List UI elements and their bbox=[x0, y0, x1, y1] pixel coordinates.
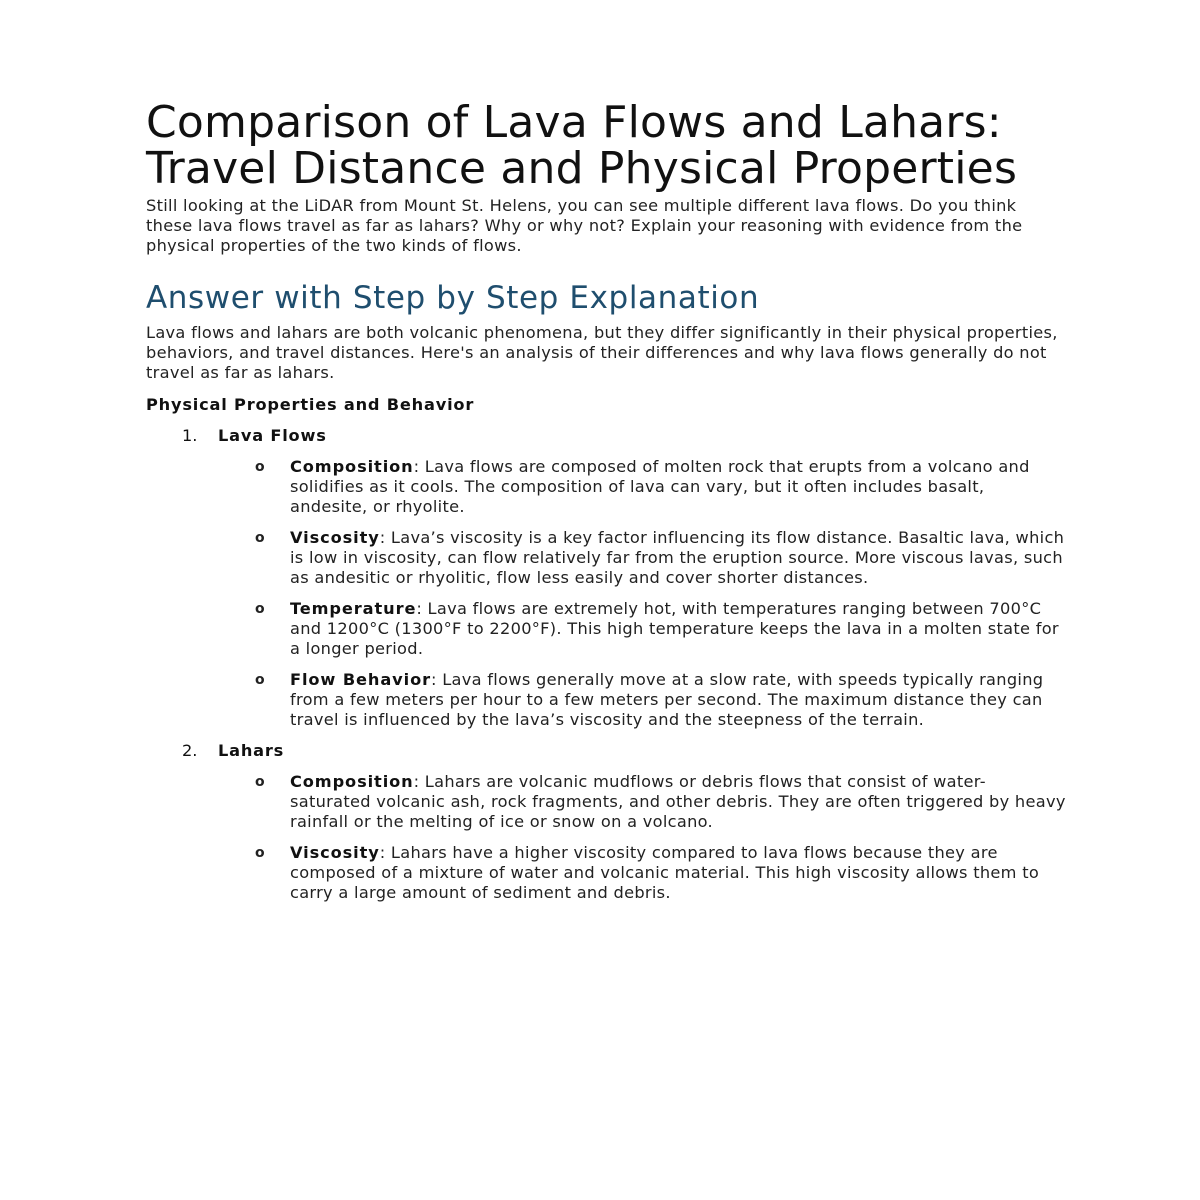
item-term: Composition bbox=[290, 772, 414, 791]
question-paragraph: Still looking at the LiDAR from Mount St. Helens, you can see multiple different lava flows. Do you think these lava flows travel as far as lahars? Why or why not? Explain your reasoning with evidence from the physical properties of the two kinds of flows. bbox=[146, 196, 1023, 255]
intro-paragraph: Lava flows and lahars are both volcanic phenomena, but they differ significantly in their physical properties, behaviors, and travel distances. Here's an analysis of their differences and why lava flows generally do not travel as far as lahars. bbox=[146, 323, 1058, 382]
bullet-icon: o bbox=[255, 459, 265, 475]
section-heading: Physical Properties and Behavior bbox=[146, 395, 475, 414]
item-text: : Lava flows are composed of molten rock that erupts from a volcano and solidifies as it cools. The composition of lava can vary, but it often includes basalt, andesite, or rhyolite. bbox=[290, 457, 1030, 516]
bullet-icon: o bbox=[255, 774, 265, 790]
bullet-item bbox=[146, 528, 1066, 588]
item-text: : Lava flows generally move at a slow rate, with speeds typically ranging from a few meters per hour to a few meters per second. The maximum distance they can travel is influenced by the lava’s viscosity and the steepness of the terrain. bbox=[290, 670, 1044, 729]
list-number: 2. bbox=[182, 741, 198, 760]
bullet-icon: o bbox=[255, 530, 265, 546]
bullet-item bbox=[146, 843, 1066, 903]
list-item-lava-flows bbox=[146, 426, 1066, 730]
item-term: Viscosity bbox=[290, 528, 380, 547]
bullet-item bbox=[146, 457, 1066, 517]
bullet-icon: o bbox=[255, 845, 265, 861]
item-term: Flow Behavior bbox=[290, 670, 431, 689]
document-title: Comparison of Lava Flows and Lahars: Travel Distance and Physical Properties bbox=[146, 97, 1018, 194]
numbered-list bbox=[146, 426, 1066, 903]
list-item-label: Lava Flows bbox=[218, 426, 327, 445]
item-text: : Lahars have a higher viscosity compared to lava flows because they are composed of a mixture of water and volcanic material. This high viscosity allows them to carry a large amount of sediment and debris. bbox=[290, 843, 1040, 902]
bullet-item bbox=[146, 772, 1066, 832]
item-term: Temperature bbox=[290, 599, 417, 618]
bullet-item bbox=[146, 599, 1066, 659]
list-item-label: Lahars bbox=[218, 741, 285, 760]
document-page bbox=[146, 97, 1066, 903]
item-text: : Lahars are volcanic mudflows or debris flows that consist of water-saturated volcanic ash, rock fragments, and other debris. They are often triggered by heavy rainfall or the melting of ice or snow on a volcano. bbox=[290, 772, 1066, 831]
answer-heading: Answer with Step by Step Explanation bbox=[146, 280, 760, 316]
item-term: Composition bbox=[290, 457, 414, 476]
item-text: : Lava flows are extremely hot, with temperatures ranging between 700°C and 1200°C (1300°F to 2200°F). This high temperature keeps the lava in a molten state for a longer period. bbox=[290, 599, 1059, 658]
bullet-icon: o bbox=[255, 601, 265, 617]
bullet-list bbox=[146, 772, 1066, 903]
bullet-icon: o bbox=[255, 672, 265, 688]
item-text: : Lava’s viscosity is a key factor influencing its flow distance. Basaltic lava, which is low in viscosity, can flow relatively far from the eruption source. More viscous lavas, such as andesitic or rhyolitic, flow less easily and cover shorter distances. bbox=[290, 528, 1065, 587]
list-item-lahars bbox=[146, 741, 1066, 903]
list-number: 1. bbox=[182, 426, 198, 445]
bullet-list bbox=[146, 457, 1066, 730]
item-term: Viscosity bbox=[290, 843, 380, 862]
bullet-item bbox=[146, 670, 1066, 730]
